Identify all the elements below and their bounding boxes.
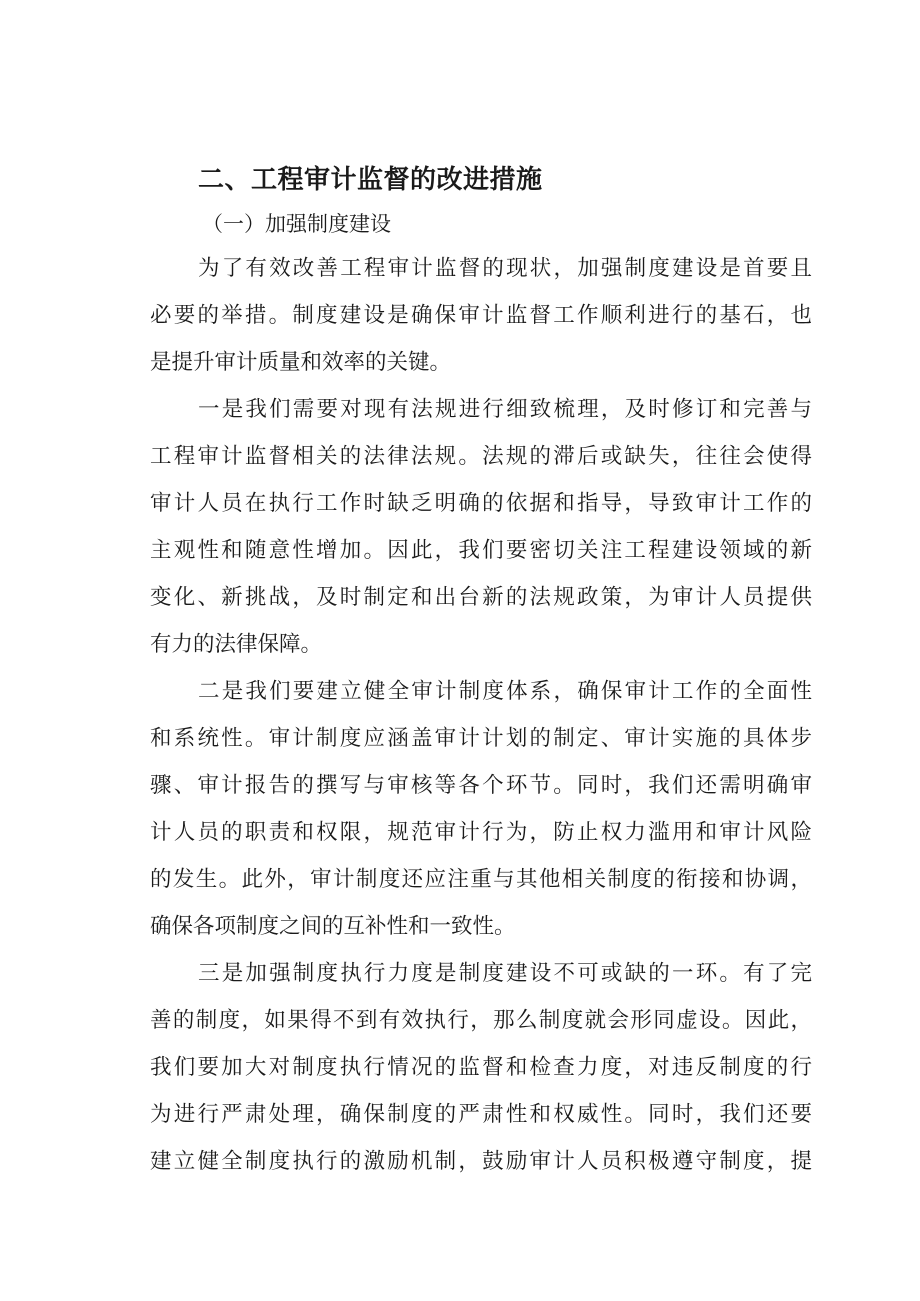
paragraph-line: 工程审计监督相关的法律法规。法规的滞后或缺失，往往会使得 [150, 444, 812, 469]
document-body [150, 160, 812, 1189]
paragraph-line: 善的制度，如果得不到有效执行，那么制度就会形同虚设。因此， [150, 1008, 812, 1033]
paragraph-line: 必要的举措。制度建设是确保审计监督工作顺利进行的基石，也 [150, 303, 812, 328]
paragraph-line: 三是加强制度执行力度是制度建设不可或缺的一环。有了完 [198, 961, 812, 986]
paragraph-line: 建立健全制度执行的激励机制，鼓励审计人员积极遵守制度，提 [150, 1149, 812, 1174]
paragraph-line: 的发生。此外，审计制度还应注重与其他相关制度的衔接和协调， [150, 867, 812, 892]
paragraph-line: 是提升审计质量和效率的关键。 [150, 350, 452, 375]
paragraph [150, 390, 812, 665]
paragraph-line: 为进行严肃处理，确保制度的严肃性和权威性。同时，我们还要 [150, 1102, 812, 1127]
paragraph [150, 249, 812, 383]
paragraph [150, 672, 812, 947]
paragraph-line: 有力的法律保障。 [150, 632, 323, 657]
paragraph [150, 954, 812, 1182]
paragraph-line: 计人员的职责和权限，规范审计行为，防止权力滥用和审计风险 [150, 820, 812, 845]
paragraph-line: 二是我们要建立健全审计制度体系，确保审计工作的全面性 [198, 679, 812, 704]
paragraph-container [150, 249, 812, 1182]
paragraph-line: 骤、审计报告的撰写与审核等各个环节。同时，我们还需明确审 [150, 773, 812, 798]
subsection-heading: （一）加强制度建设 [202, 212, 391, 236]
paragraph-line: 确保各项制度之间的互补性和一致性。 [150, 914, 516, 939]
paragraph-line: 变化、新挑战，及时制定和出台新的法规政策，为审计人员提供 [150, 585, 812, 610]
paragraph-line: 审计人员在执行工作时缺乏明确的依据和指导，导致审计工作的 [150, 491, 812, 516]
paragraph-line: 一是我们需要对现有法规进行细致梳理，及时修订和完善与 [198, 397, 812, 422]
paragraph-line: 和系统性。审计制度应涵盖审计计划的制定、审计实施的具体步 [150, 726, 812, 751]
paragraph-line: 主观性和随意性增加。因此，我们要密切关注工程建设领域的新 [150, 538, 812, 563]
section-heading: 二、工程审计监督的改进措施 [198, 165, 543, 195]
paragraph-line: 我们要加大对制度执行情况的监督和检查力度，对违反制度的行 [150, 1055, 812, 1080]
paragraph-line: 为了有效改善工程审计监督的现状，加强制度建设是首要且 [198, 256, 812, 281]
